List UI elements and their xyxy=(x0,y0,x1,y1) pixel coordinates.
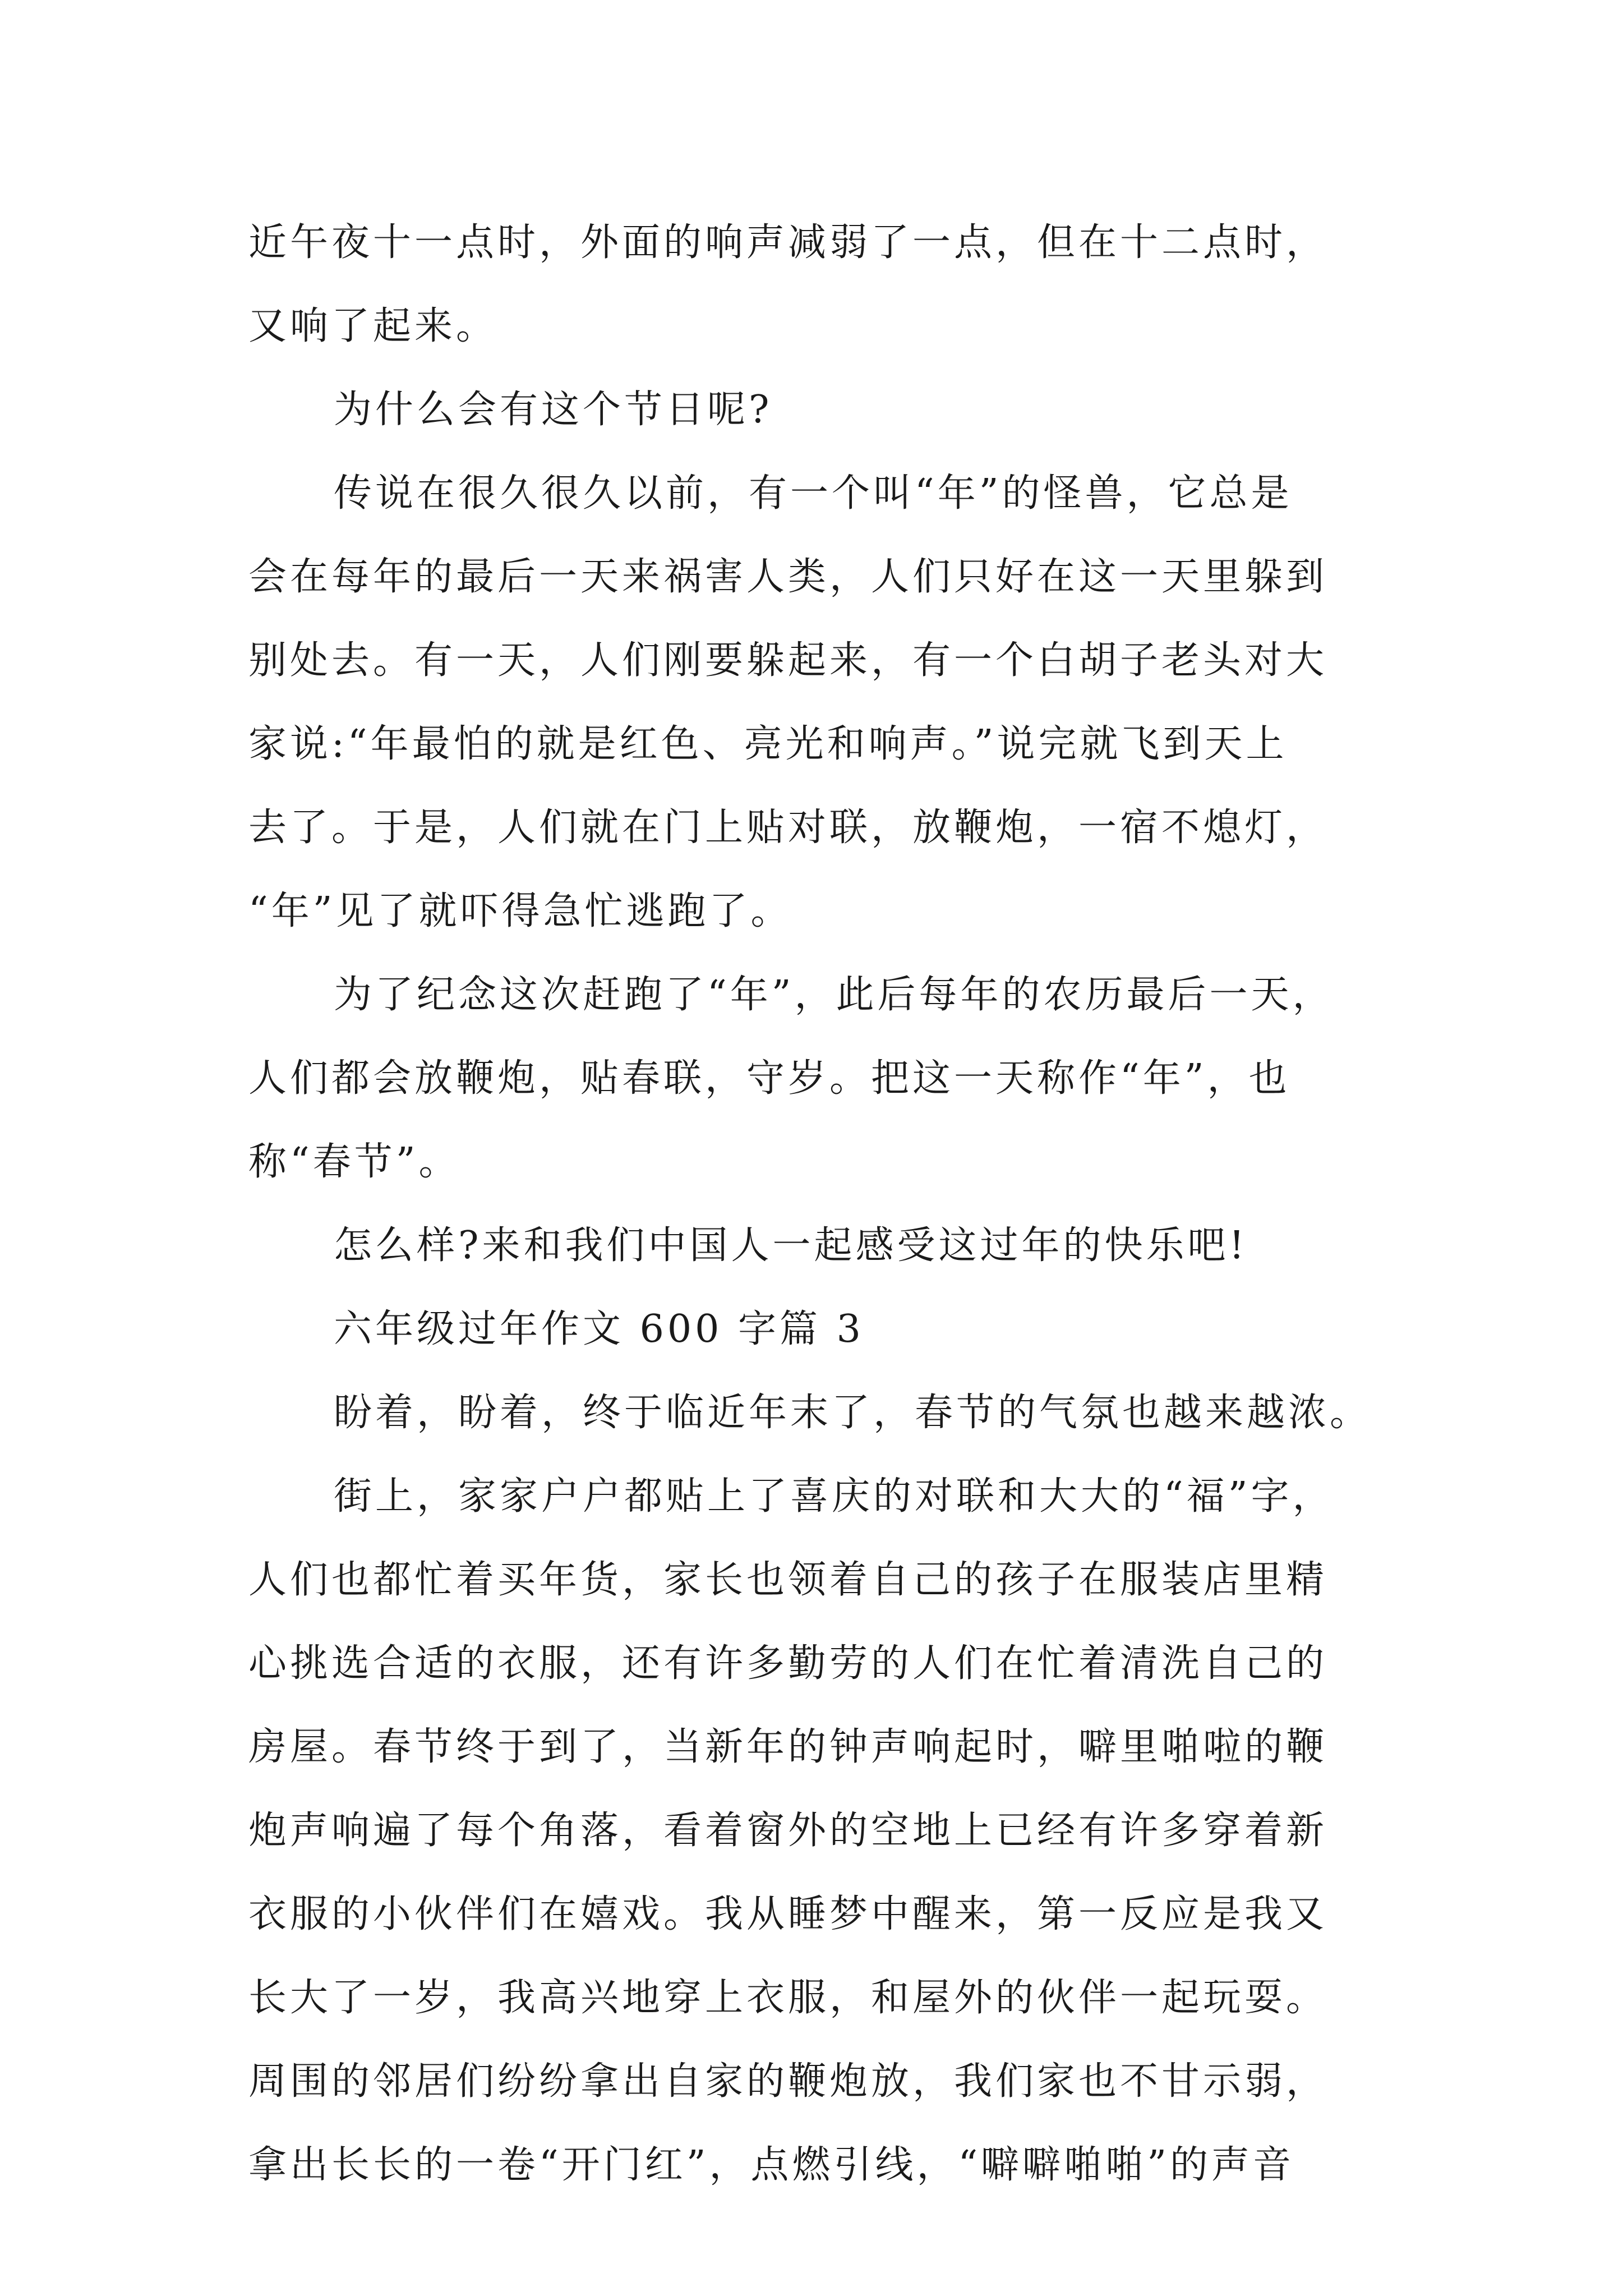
text-line: 周围的邻居们纷纷拿出自家的鞭炮放，我们家也不甘示弱， xyxy=(248,2059,1328,2104)
text-line: 人们也都忙着买年货，家长也领着自己的孩子在服装店里精 xyxy=(248,1558,1328,1602)
text-line: 房屋。春节终于到了，当新年的钟声响起时，噼里啪啦的鞭 xyxy=(248,1725,1328,1769)
document-body xyxy=(248,201,1426,2207)
text-line: 近午夜十一点时，外面的响声减弱了一点，但在十二点时， xyxy=(248,220,1328,265)
text-line: 称“春节”。 xyxy=(248,1140,460,1184)
text-line: 街上，家家户户都贴上了喜庆的对联和大大的“福”字， xyxy=(334,1474,1334,1519)
text-line: 怎么样?来和我们中国人一起感受这过年的快乐吧! xyxy=(334,1223,1248,1268)
text-line: 去了。于是，人们就在门上贴对联，放鞭炮，一宿不熄灯， xyxy=(248,806,1328,850)
text-line: 传说在很久很久以前，有一个叫“年”的怪兽，它总是 xyxy=(334,471,1293,516)
text-line: 拿出长长的一卷“开门红”，点燃引线，“噼噼啪啪”的声音 xyxy=(248,2143,1295,2187)
text-line: “年”见了就吓得急忙逃跑了。 xyxy=(248,889,792,933)
text-line: 为什么会有这个节日呢? xyxy=(334,388,773,432)
text-line: 家说:“年最怕的就是红色、亮光和响声。”说完就飞到天上 xyxy=(248,722,1288,766)
text-line: 盼着，盼着，终于临近年末了，春节的气氛也越来越浓。 xyxy=(334,1391,1372,1435)
text-line: 别处去。有一天，人们刚要躲起来，有一个白胡子老头对大 xyxy=(248,638,1328,683)
text-line: 衣服的小伙伴们在嬉戏。我从睡梦中醒来，第一反应是我又 xyxy=(248,1892,1328,1936)
text-line: 又响了起来。 xyxy=(248,304,498,348)
text-line: 六年级过年作文 600 字篇 3 xyxy=(334,1307,864,1351)
text-line: 炮声响遍了每个角落，看着窗外的空地上已经有许多穿着新 xyxy=(248,1809,1328,1853)
text-line: 心挑选合适的衣服，还有许多勤劳的人们在忙着清洗自己的 xyxy=(248,1641,1328,1686)
text-line: 为了纪念这次赶跑了“年”，此后每年的农历最后一天， xyxy=(334,973,1334,1017)
text-line: 长大了一岁，我高兴地穿上衣服，和屋外的伙伴一起玩耍。 xyxy=(248,1976,1328,2020)
text-line: 会在每年的最后一天来祸害人类，人们只好在这一天里躲到 xyxy=(248,555,1328,599)
text-line: 人们都会放鞭炮，贴春联，守岁。把这一天称作“年”，也 xyxy=(248,1056,1290,1101)
